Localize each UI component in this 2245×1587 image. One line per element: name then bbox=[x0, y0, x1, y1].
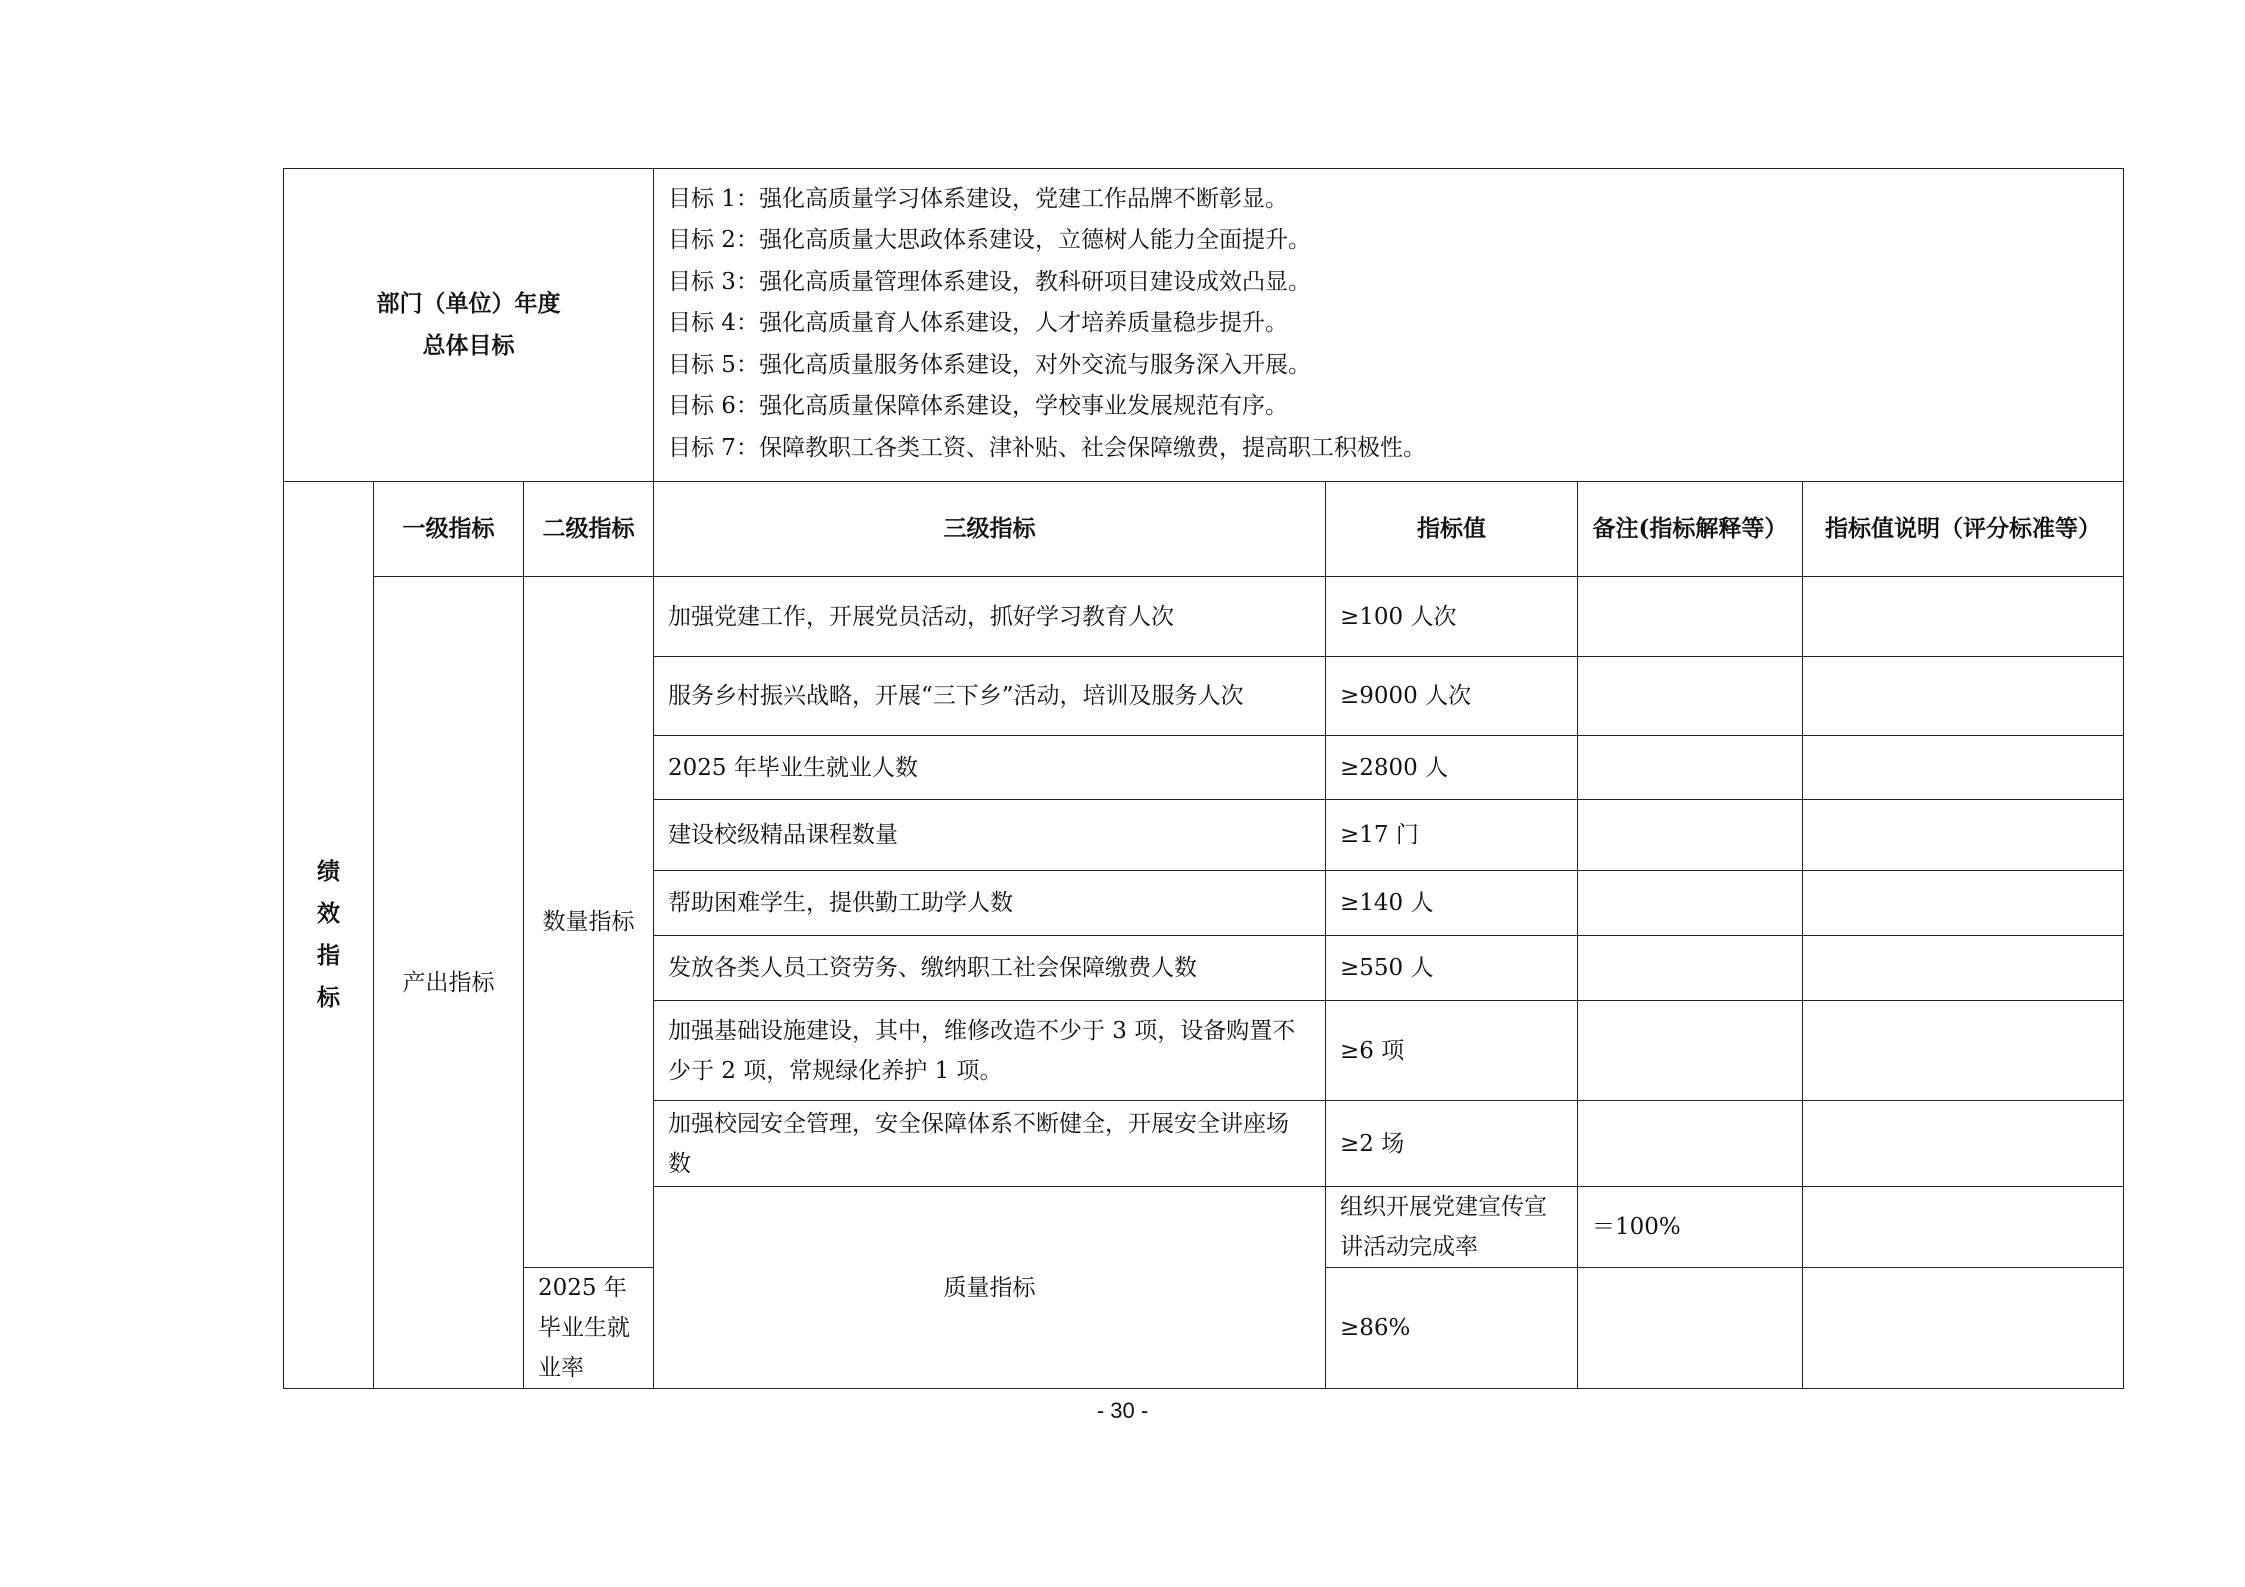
goal-item: 目标 6：强化高质量保障体系建设，学校事业发展规范有序。 bbox=[668, 393, 1288, 420]
indicator-value: ＝100% bbox=[1578, 1187, 1803, 1268]
remark-cell bbox=[1578, 800, 1803, 871]
overall-goals-label-line1: 部门（单位）年度 bbox=[376, 290, 561, 317]
overall-goals-label bbox=[284, 169, 654, 482]
indicator-header-row bbox=[284, 482, 2124, 577]
indicator-value: ≥140 人 bbox=[1326, 871, 1578, 936]
goal-item: 目标 7：保障教职工各类工资、津补贴、社会保障缴费，提高职工积极性。 bbox=[668, 434, 1426, 461]
header-level2: 二级指标 bbox=[524, 482, 654, 577]
goal-item: 目标 4：强化高质量育人体系建设，人才培养质量稳步提升。 bbox=[668, 310, 1288, 337]
page-number: - 30 - bbox=[1096, 1398, 1149, 1423]
header-value: 指标值 bbox=[1326, 482, 1578, 577]
indicator-value: ≥86% bbox=[1326, 1268, 1578, 1389]
overall-goals-row bbox=[284, 169, 2124, 482]
side-label-char: 标 bbox=[317, 984, 340, 1011]
header-level3: 三级指标 bbox=[654, 482, 1326, 577]
remark-cell bbox=[1578, 1268, 1803, 1389]
note-cell bbox=[1803, 1101, 2124, 1187]
goal-item: 目标 5：强化高质量服务体系建设，对外交流与服务深入开展。 bbox=[668, 351, 1311, 378]
note-cell bbox=[1803, 657, 2124, 736]
indicator-text: 发放各类人员工资劳务、缴纳职工社会保障缴费人数 bbox=[654, 936, 1326, 1001]
note-cell bbox=[1803, 1268, 2124, 1389]
side-label-char: 绩 bbox=[317, 858, 340, 885]
goal-item: 目标 2：强化高质量大思政体系建设，立德树人能力全面提升。 bbox=[668, 227, 1311, 254]
side-label-char: 指 bbox=[317, 942, 340, 969]
indicator-text: 加强基础设施建设，其中，维修改造不少于 3 项，设备购置不少于 2 项，常规绿化养护 1 项。 bbox=[654, 1001, 1326, 1101]
overall-goals-label-line2: 总体目标 bbox=[422, 332, 515, 359]
performance-indicator-side-label bbox=[284, 482, 374, 1389]
indicator-text: 2025 年毕业生就业率 bbox=[524, 1268, 654, 1389]
note-cell bbox=[1803, 577, 2124, 657]
remark-cell bbox=[1803, 1187, 2124, 1268]
note-cell bbox=[1803, 736, 2124, 800]
indicator-value: ≥9000 人次 bbox=[1326, 657, 1578, 736]
indicator-value: ≥2800 人 bbox=[1326, 736, 1578, 800]
goal-item: 目标 3：强化高质量管理体系建设，教科研项目建设成效凸显。 bbox=[668, 268, 1311, 295]
level1-output-indicator: 产出指标 bbox=[374, 577, 524, 1389]
remark-cell bbox=[1578, 657, 1803, 736]
level2-quantity-indicator: 数量指标 bbox=[524, 577, 654, 1268]
indicator-text: 2025 年毕业生就业人数 bbox=[654, 736, 1326, 800]
remark-cell bbox=[1578, 736, 1803, 800]
indicator-text: 组织开展党建宣传宣讲活动完成率 bbox=[1326, 1187, 1578, 1268]
header-remark: 备注(指标解释等） bbox=[1578, 482, 1803, 577]
indicator-value: ≥2 场 bbox=[1326, 1101, 1578, 1187]
performance-target-table bbox=[283, 168, 2124, 1389]
note-cell bbox=[1803, 1001, 2124, 1101]
indicator-text: 加强校园安全管理，安全保障体系不断健全，开展安全讲座场数 bbox=[654, 1101, 1326, 1187]
remark-cell bbox=[1578, 1001, 1803, 1101]
overall-goals-content bbox=[654, 169, 2124, 482]
indicator-text: 服务乡村振兴战略，开展“三下乡”活动，培训及服务人次 bbox=[654, 657, 1326, 736]
note-cell bbox=[1803, 800, 2124, 871]
level2-quality-indicator: 质量指标 bbox=[654, 1187, 1326, 1389]
indicator-value: ≥550 人 bbox=[1326, 936, 1578, 1001]
remark-cell bbox=[1578, 871, 1803, 936]
header-note: 指标值说明（评分标准等） bbox=[1803, 482, 2124, 577]
note-cell bbox=[1803, 871, 2124, 936]
remark-cell bbox=[1578, 577, 1803, 657]
indicator-value: ≥6 项 bbox=[1326, 1001, 1578, 1101]
side-label-char: 效 bbox=[317, 900, 340, 927]
header-level1: 一级指标 bbox=[374, 482, 524, 577]
indicator-value: ≥100 人次 bbox=[1326, 577, 1578, 657]
indicator-value: ≥17 门 bbox=[1326, 800, 1578, 871]
note-cell bbox=[1803, 936, 2124, 1001]
remark-cell bbox=[1578, 1101, 1803, 1187]
table-row bbox=[284, 577, 2124, 657]
indicator-text: 帮助困难学生，提供勤工助学人数 bbox=[654, 871, 1326, 936]
indicator-text: 加强党建工作，开展党员活动，抓好学习教育人次 bbox=[654, 577, 1326, 657]
goal-item: 目标 1：强化高质量学习体系建设，党建工作品牌不断彰显。 bbox=[668, 185, 1288, 212]
indicator-text: 建设校级精品课程数量 bbox=[654, 800, 1326, 871]
remark-cell bbox=[1578, 936, 1803, 1001]
